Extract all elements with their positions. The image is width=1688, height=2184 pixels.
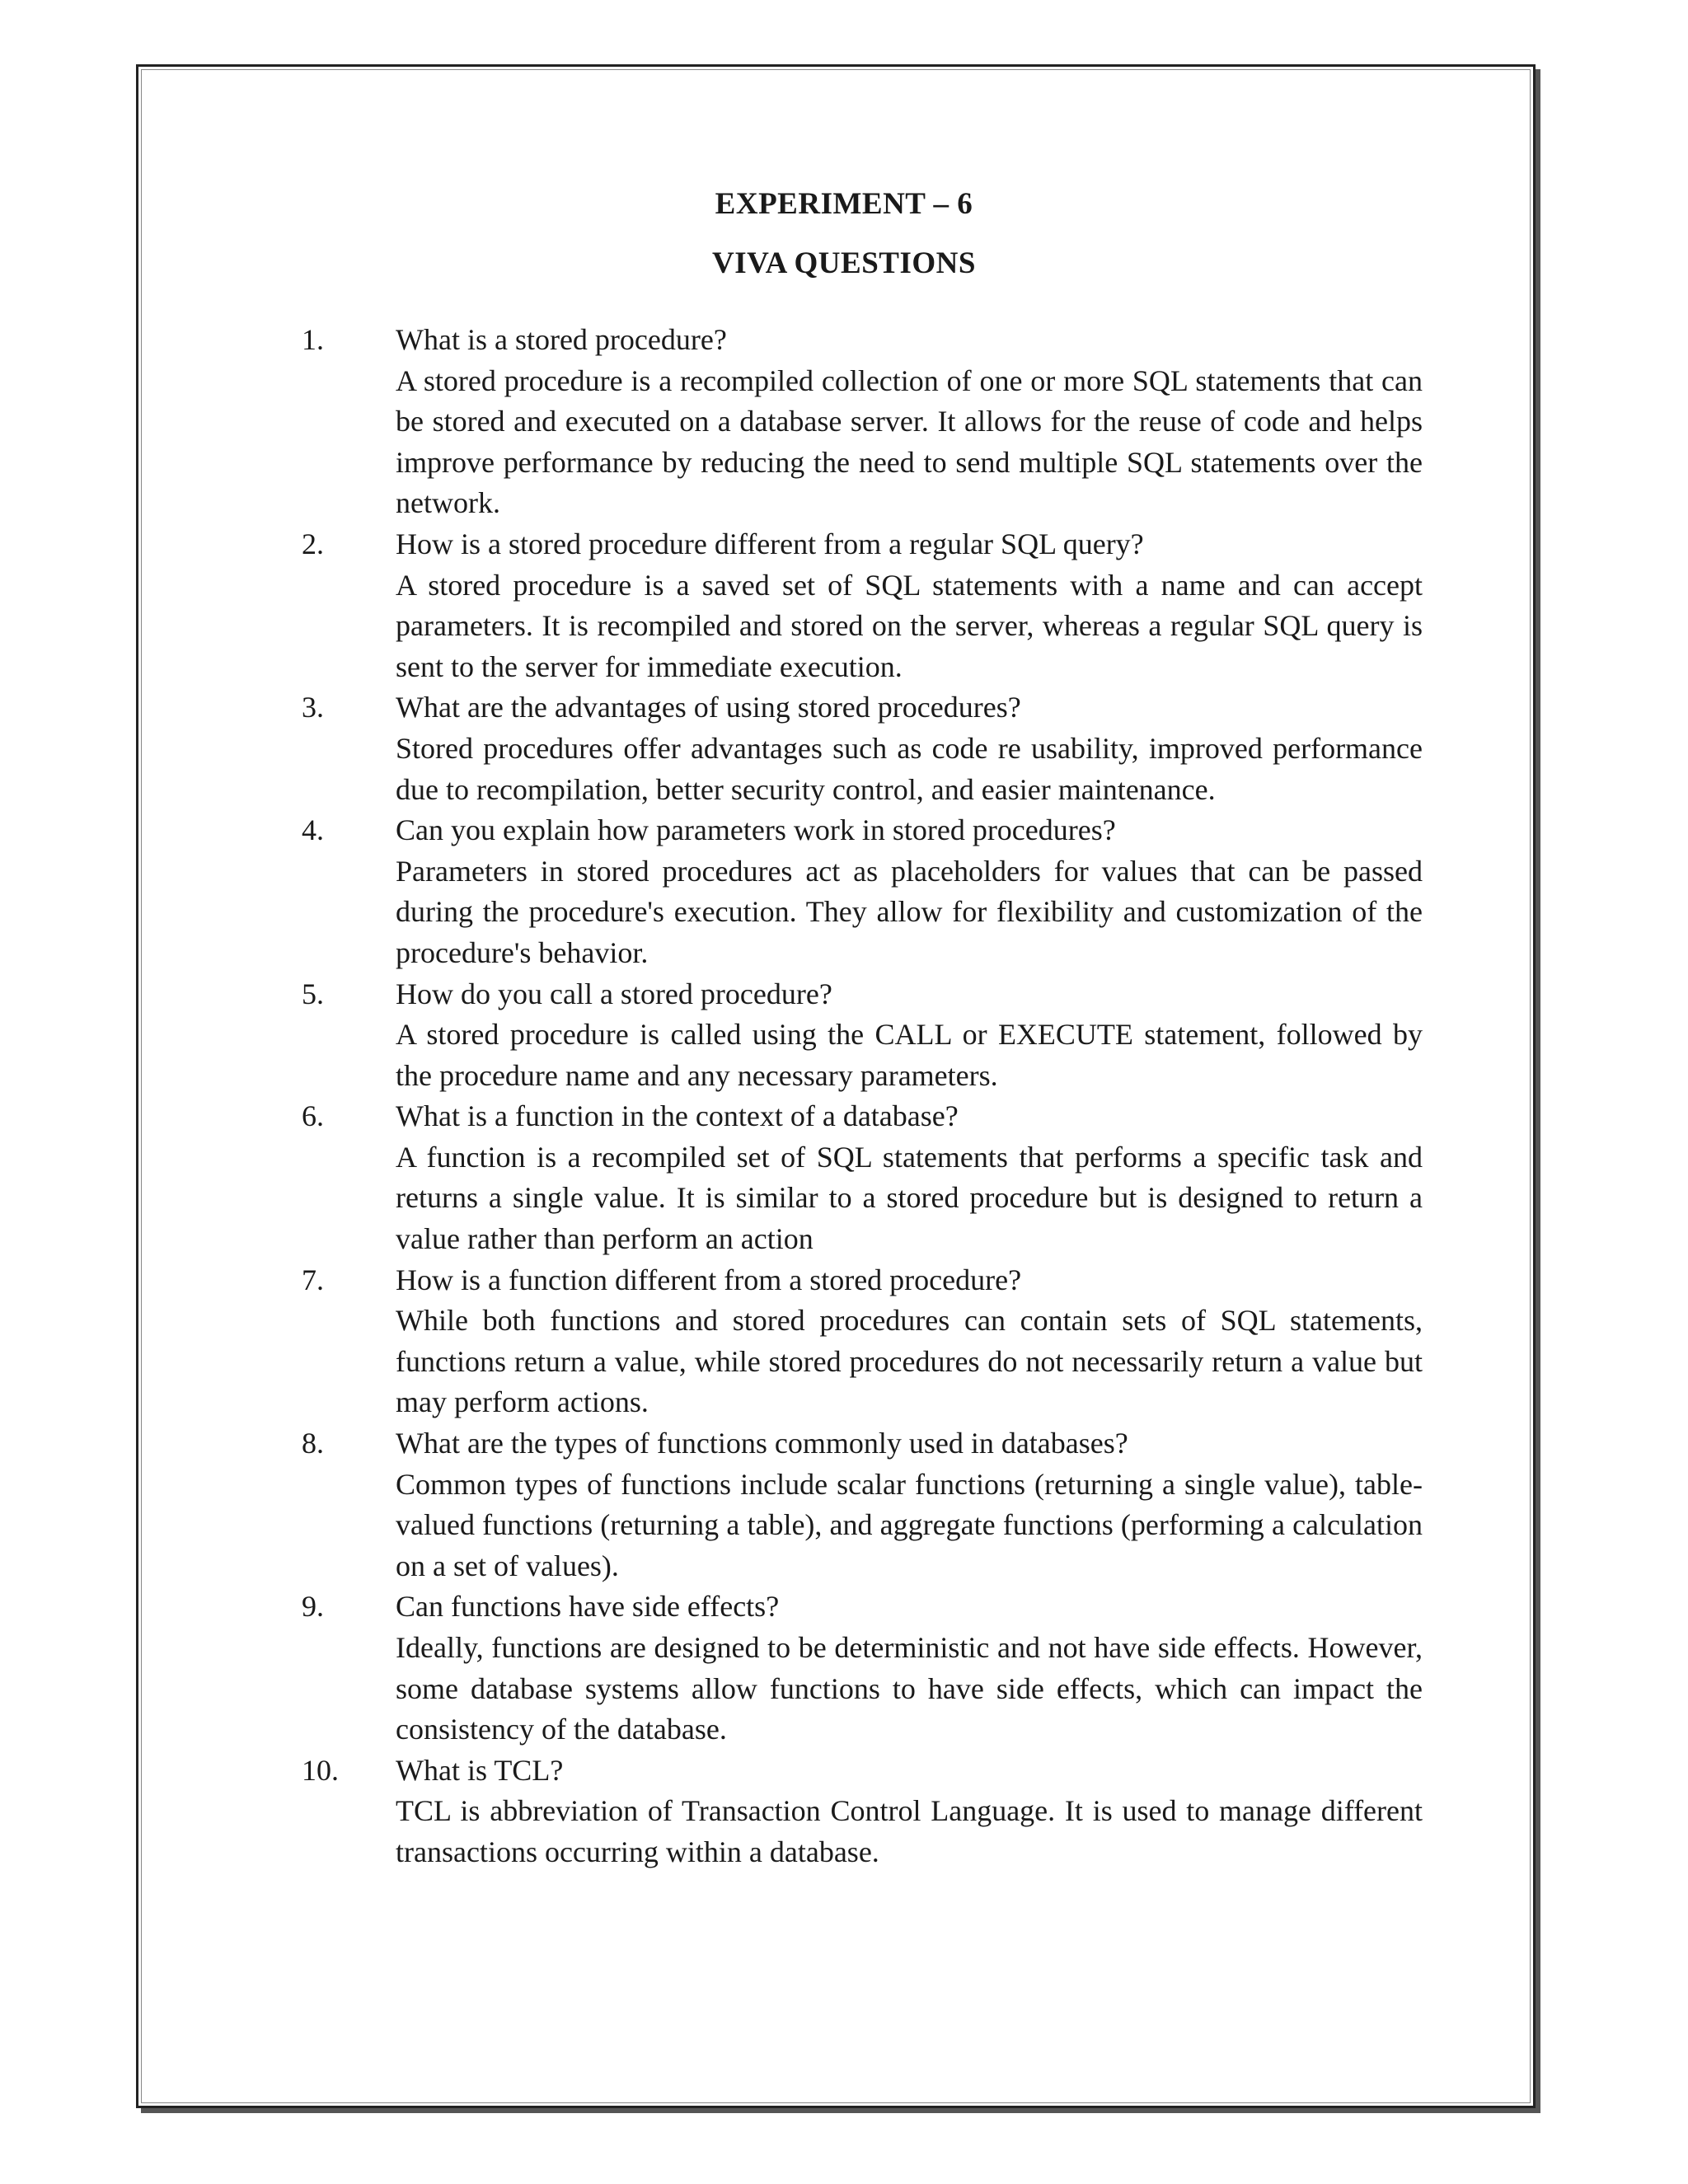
question-text: What are the types of functions commonly used in databases? bbox=[396, 1427, 1128, 1460]
viva-question-list bbox=[302, 320, 1423, 1873]
answer-text: Parameters in stored procedures act as placeholders for values that can be passed during the procedure's execution. They allow for flexibility and customization of the procedure's behavior. bbox=[396, 854, 1423, 969]
question-number: 2. bbox=[302, 527, 324, 560]
question-number: 3. bbox=[302, 691, 324, 724]
question-text: Can you explain how parameters work in stored procedures? bbox=[396, 813, 1116, 847]
question-text: What is TCL? bbox=[396, 1753, 564, 1787]
page-subtitle: VIVA QUESTIONS bbox=[712, 246, 976, 280]
answer-text: A stored procedure is a saved set of SQL statements with a name and can accept parameters. It is recompiled and stored on the server, whereas a regular SQL query is sent to the server for immediate execution. bbox=[396, 568, 1423, 683]
question-item-10 bbox=[302, 1750, 1423, 1873]
question-item-6 bbox=[302, 1096, 1423, 1259]
question-number: 5. bbox=[302, 977, 324, 1010]
question-number: 8. bbox=[302, 1427, 324, 1460]
answer-text: While both functions and stored procedures can contain sets of SQL statements, functions return a value, while stored procedures do not necessarily return a value but may perform actions. bbox=[396, 1304, 1423, 1419]
question-item-3 bbox=[302, 687, 1423, 810]
question-text: How do you call a stored procedure? bbox=[396, 977, 832, 1010]
question-item-5 bbox=[302, 974, 1423, 1097]
answer-text: Common types of functions include scalar functions (returning a single value), table-valued functions (returning a table), and aggregate functions (performing a calculation on a set of values). bbox=[396, 1467, 1423, 1582]
question-item-1 bbox=[302, 320, 1423, 524]
answer-text: Stored procedures offer advantages such as code re usability, improved performance due to recompilation, better security control, and easier maintenance. bbox=[396, 731, 1423, 806]
question-text: What are the advantages of using stored procedures? bbox=[396, 691, 1021, 724]
question-number: 10. bbox=[302, 1753, 339, 1787]
question-item-4 bbox=[302, 810, 1423, 973]
question-number: 7. bbox=[302, 1263, 324, 1296]
answer-text: TCL is abbreviation of Transaction Control Language. It is used to manage different transactions occurring within a database. bbox=[396, 1794, 1423, 1868]
question-number: 6. bbox=[302, 1099, 324, 1133]
answer-text: A stored procedure is called using the CALL or EXECUTE statement, followed by the procedure name and any necessary parameters. bbox=[396, 1018, 1423, 1092]
answer-text: A stored procedure is a recompiled collection of one or more SQL statements that can be stored and executed on a database server. It allows for the reuse of code and helps improve performance by reducing the need to send multiple SQL statements over the network. bbox=[396, 363, 1423, 520]
question-item-2 bbox=[302, 524, 1423, 687]
answer-text: A function is a recompiled set of SQL statements that performs a specific task and returns a single value. It is similar to a stored procedure but is designed to return a value rather than perform an action bbox=[396, 1140, 1423, 1256]
question-item-9 bbox=[302, 1586, 1423, 1750]
question-text: What is a stored procedure? bbox=[396, 323, 727, 356]
question-item-8 bbox=[302, 1423, 1423, 1586]
question-number: 9. bbox=[302, 1590, 324, 1624]
question-text: How is a stored procedure different from a regular SQL query? bbox=[396, 527, 1144, 560]
page-title: EXPERIMENT – 6 bbox=[715, 187, 973, 221]
question-text: What is a function in the context of a database? bbox=[396, 1099, 959, 1133]
question-number: 4. bbox=[302, 813, 324, 847]
question-item-7 bbox=[302, 1260, 1423, 1423]
question-text: Can functions have side effects? bbox=[396, 1590, 780, 1624]
question-text: How is a function different from a stored procedure? bbox=[396, 1263, 1022, 1296]
answer-text: Ideally, functions are designed to be deterministic and not have side effects. However, some database systems allow functions to have side effects, which can impact the consistency of the database. bbox=[396, 1631, 1423, 1746]
question-number: 1. bbox=[302, 323, 324, 356]
